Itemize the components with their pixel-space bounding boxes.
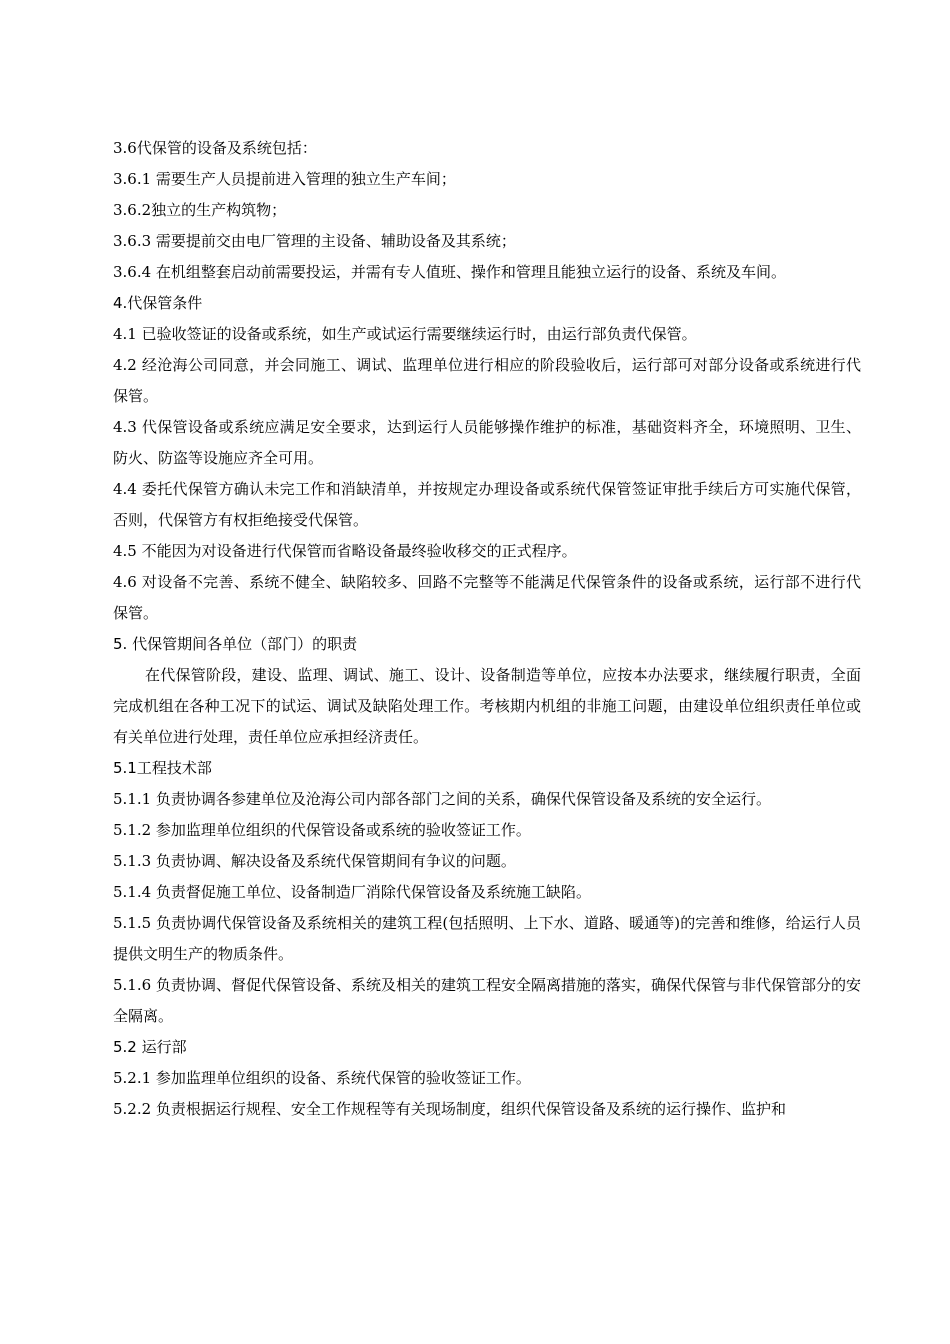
para-5-1-4: 5.1.4 负责督促施工单位、设备制造厂消除代保管设备及系统施工缺陷。 xyxy=(113,883,591,901)
section-heading-5-2: 5.2 运行部 xyxy=(113,1038,187,1056)
para-5-1-1: 5.1.1 负责协调各参建单位及沧海公司内部各部门之间的关系，确保代保管设备及系统的安全运行。 xyxy=(113,790,771,808)
section-heading-5: 5. 代保管期间各单位（部门）的职责 xyxy=(113,635,358,653)
para-5-1-3: 5.1.3 负责协调、解决设备及系统代保管期间有争议的问题。 xyxy=(113,852,516,870)
para-3-6-2: 3.6.2独立的生产构筑物； xyxy=(113,201,287,219)
para-5-1-5: 5.1.5 负责协调代保管设备及系统相关的建筑工程(包括照明、上下水、道路、暖通等)的完善和维修，给运行人员提供文明生产的物质条件。 xyxy=(113,914,861,963)
para-4-5: 4.5 不能因为对设备进行代保管而省略设备最终验收移交的正式程序。 xyxy=(113,542,577,560)
para-3-6: 3.6代保管的设备及系统包括： xyxy=(113,139,317,157)
para-3-6-3: 3.6.3 需要提前交由电厂管理的主设备、辅助设备及其系统； xyxy=(113,232,516,250)
para-5-2-1: 5.2.1 参加监理单位组织的设备、系统代保管的验收签证工作。 xyxy=(113,1069,531,1087)
section-heading-4: 4.代保管条件 xyxy=(113,294,203,312)
para-3-6-1: 3.6.1 需要生产人员提前进入管理的独立生产车间； xyxy=(113,170,456,188)
section-heading-5-1: 5.1工程技术部 xyxy=(113,759,212,777)
para-4-6: 4.6 对设备不完善、系统不健全、缺陷较多、回路不完整等不能满足代保管条件的设备或系统，运行部不进行代保管。 xyxy=(113,573,861,622)
para-4-2: 4.2 经沧海公司同意，并会同施工、调试、监理单位进行相应的阶段验收后，运行部可对部分设备或系统进行代保管。 xyxy=(113,356,861,405)
para-5-1-2: 5.1.2 参加监理单位组织的代保管设备或系统的验收签证工作。 xyxy=(113,821,531,839)
para-4-4: 4.4 委托代保管方确认未完工作和消缺清单，并按规定办理设备或系统代保管签证审批手续后方可实施代保管，否则，代保管方有权拒绝接受代保管。 xyxy=(113,480,861,529)
document-page xyxy=(113,133,861,1125)
para-4-3: 4.3 代保管设备或系统应满足安全要求，达到运行人员能够操作维护的标准，基础资料齐全，环境照明、卫生、防火、防盗等设施应齐全可用。 xyxy=(113,418,861,467)
para-5-intro: 在代保管阶段，建设、监理、调试、施工、设计、设备制造等单位，应按本办法要求，继续履行职责，全面完成机组在各种工况下的试运、调试及缺陷处理工作。考核期内机组的非施工问题，由建设单位组织责任单位或有关单位进行处理，责任单位应承担经济责任。 xyxy=(113,666,861,746)
para-3-6-4: 3.6.4 在机组整套启动前需要投运，并需有专人值班、操作和管理且能独立运行的设备、系统及车间。 xyxy=(113,263,786,281)
para-5-2-2: 5.2.2 负责根据运行规程、安全工作规程等有关现场制度，组织代保管设备及系统的运行操作、监护和 xyxy=(113,1100,786,1118)
para-5-1-6: 5.1.6 负责协调、督促代保管设备、系统及相关的建筑工程安全隔离措施的落实，确保代保管与非代保管部分的安全隔离。 xyxy=(113,976,861,1025)
para-4-1: 4.1 已验收签证的设备或系统，如生产或试运行需要继续运行时，由运行部负责代保管。 xyxy=(113,325,697,343)
